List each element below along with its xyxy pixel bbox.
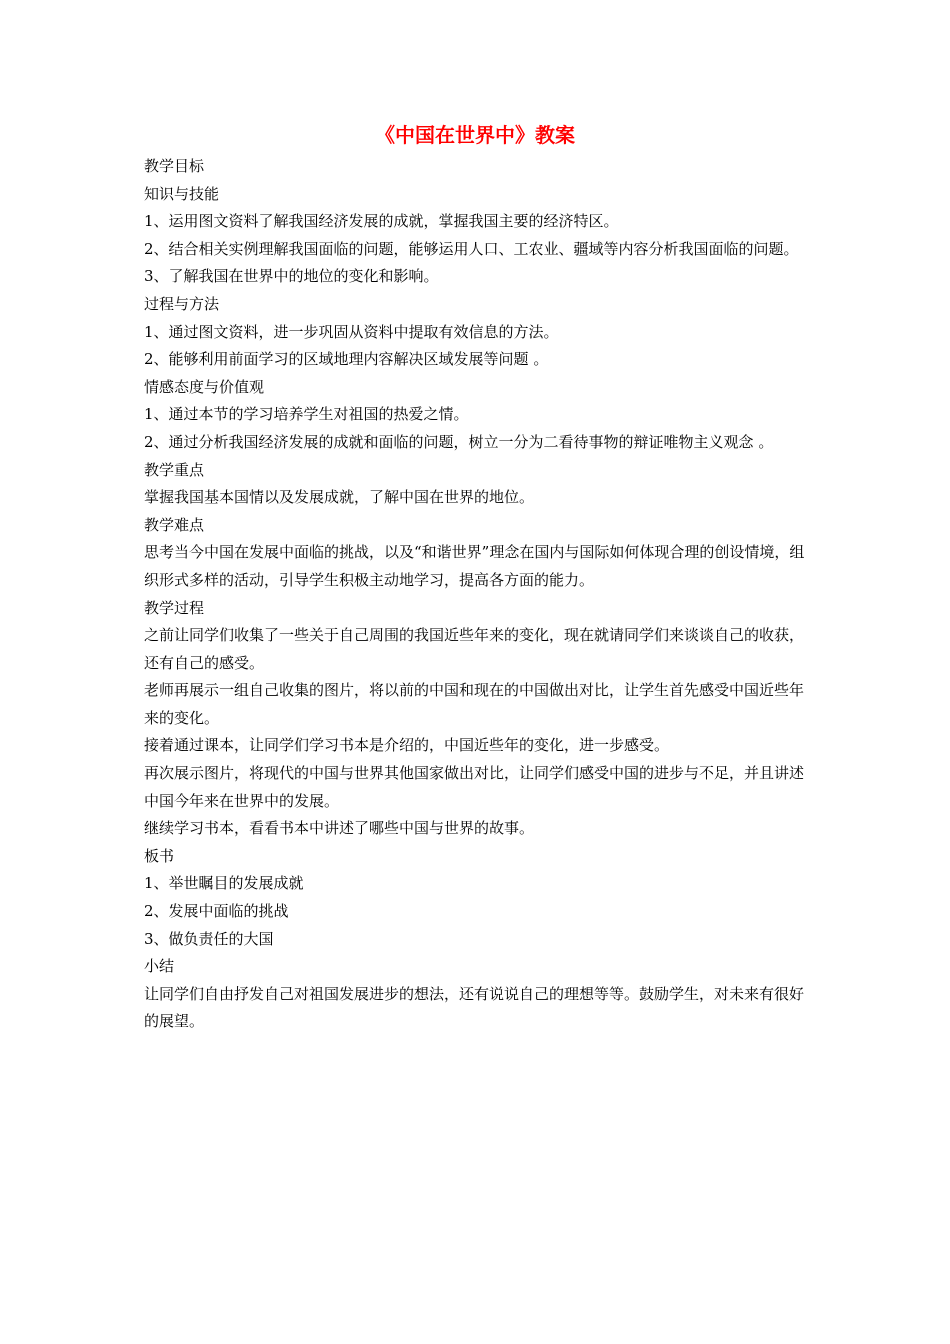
document-body	[144, 153, 808, 1036]
list-item: 2、发展中面临的挑战	[144, 902, 289, 921]
paragraph: 之前让同学们收集了一些关于自己周围的我国近些年来的变化，现在就请同学们来谈谈自己的收获，还有自己的感受。	[144, 626, 805, 672]
section-heading-teaching-goals: 教学目标	[144, 157, 205, 175]
subheading-emotion-values: 情感态度与价值观	[144, 377, 265, 396]
paragraph: 1、通过图文资料，进一步巩固从资料中提取有效信息的方法。	[144, 322, 559, 341]
section-heading-summary: 小结	[144, 957, 175, 976]
paragraph: 3、了解我国在世界中的地位的变化和影响。	[144, 267, 439, 286]
section-heading-difficulties: 教学难点	[144, 515, 205, 534]
paragraph: 继续学习书本，看看书本中讲述了哪些中国与世界的故事。	[144, 819, 535, 838]
list-item: 3、做负责任的大国	[144, 929, 274, 948]
paragraph: 掌握我国基本国情以及发展成就，了解中国在世界的地位。	[144, 488, 535, 507]
paragraph: 让同学们自由抒发自己对祖国发展进步的想法，还有说说自己的理想等等。鼓励学生，对未来有很好的展望。	[144, 984, 805, 1031]
section-heading-blackboard: 板书	[144, 846, 175, 865]
paragraph: 1、通过本节的学习培养学生对祖国的热爱之情。	[144, 405, 469, 424]
paragraph: 2、能够利用前面学习的区域地理内容解决区域发展等问题 。	[144, 350, 549, 369]
paragraph: 2、结合相关实例理解我国面临的问题，能够运用人口、工农业、疆域等内容分析我国面临的问题。	[144, 239, 799, 258]
document-title: 《中国在世界中》教案	[375, 123, 575, 147]
paragraph: 老师再展示一组自己收集的图片，将以前的中国和现在的中国做出对比，让学生首先感受中国近些年来的变化。	[144, 681, 805, 727]
paragraph: 再次展示图片，将现代的中国与世界其他国家做出对比，让同学们感受中国的进步与不足，并且讲述中国今年来在世界中的发展。	[144, 764, 805, 810]
subheading-knowledge-skills: 知识与技能	[144, 184, 220, 203]
paragraph: 接着通过课本，让同学们学习书本是介绍的，中国近些年的变化，进一步感受。	[144, 736, 670, 755]
subheading-process-methods: 过程与方法	[144, 294, 220, 313]
paragraph: 1、运用图文资料了解我国经济发展的成就，掌握我国主要的经济特区。	[144, 212, 619, 231]
section-heading-key-points: 教学重点	[144, 460, 205, 479]
list-item: 1、举世瞩目的发展成就	[144, 874, 304, 893]
section-heading-process: 教学过程	[144, 598, 205, 617]
paragraph: 思考当今中国在发展中面临的挑战，以及“和谐世界”理念在国内与国际如何体现合理的创设情境，组织形式多样的活动，引导学生积极主动地学习，提高各方面的能力。	[144, 543, 805, 589]
paragraph: 2、通过分析我国经济发展的成就和面临的问题，树立一分为二看待事物的辩证唯物主义观念 。	[144, 432, 774, 451]
